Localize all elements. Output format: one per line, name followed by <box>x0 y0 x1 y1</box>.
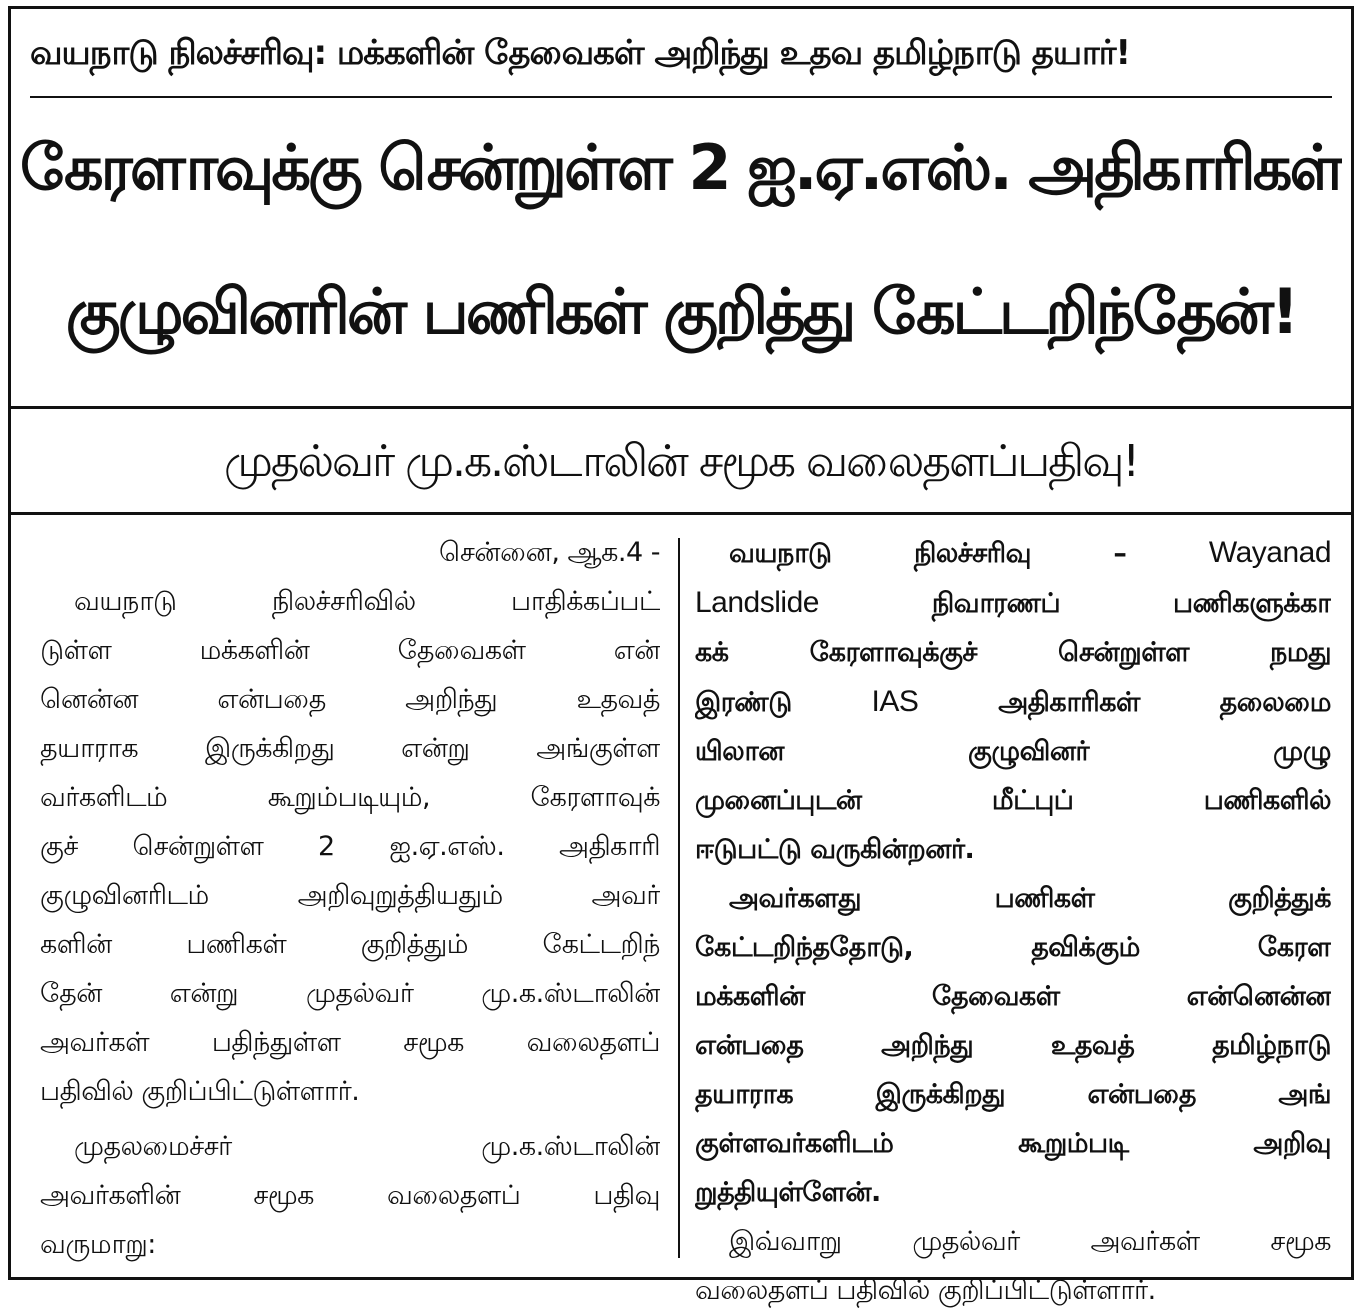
text-line: முனைப்புடன் மீட்புப் பணிகளில் <box>695 785 1331 816</box>
main-headline-line-2: குழுவினரின் பணிகள் குறித்து கேட்டறிந்தேன்! <box>65 275 1297 348</box>
text-line: தேன் என்று முதல்வர் மு.க.ஸ்டாலின் <box>40 978 660 1009</box>
text-fragment: அதிகாரிகள் தலைமை <box>998 687 1331 718</box>
english-fragment: Wayanad <box>1208 536 1331 569</box>
text-line: அவர்கள் பதிந்துள்ள சமூக வலைதளப் <box>40 1027 660 1058</box>
text-fragment: இரண்டு <box>695 687 792 718</box>
left-paragraph-2 <box>40 1122 660 1269</box>
english-fragment: IAS <box>871 685 919 718</box>
right-paragraph-3 <box>695 1217 1331 1315</box>
subheadline-divider <box>8 512 1354 515</box>
text-line: யிலான குழுவினர் முழு <box>695 736 1331 767</box>
text-line: தயாராக இருக்கிறது என்று அங்குள்ள <box>40 733 660 764</box>
text-line <box>695 528 1331 578</box>
text-line <box>695 578 1331 628</box>
text-line: தயாராக இருக்கிறது என்பதை அங் <box>695 1079 1331 1110</box>
text-line: களின் பணிகள் குறித்தும் கேட்டறிந் <box>40 929 660 960</box>
headline-divider <box>8 406 1354 409</box>
right-paragraph-1 <box>695 528 1331 874</box>
column-divider <box>678 538 680 1258</box>
text-line: கேட்டறிந்ததோடு, தவிக்கும் கேரள <box>695 932 1331 963</box>
text-line: வருமாறு: <box>40 1229 156 1260</box>
left-paragraph-1 <box>40 577 660 1116</box>
text-line: வலைதளப் பதிவில் குறிப்பிட்டுள்ளார். <box>695 1275 1156 1306</box>
text-line: பதிவில் குறிப்பிட்டுள்ளார். <box>40 1076 360 1107</box>
text-line: அவர்களது பணிகள் குறித்துக் <box>729 883 1331 914</box>
text-line: டுள்ள மக்களின் தேவைகள் என் <box>40 635 660 666</box>
text-line: முதலமைச்சர் மு.க.ஸ்டாலின் <box>74 1131 660 1162</box>
text-line: இவ்வாறு முதல்வர் அவர்கள் சமூக <box>729 1226 1331 1257</box>
text-line: குள்ளவர்களிடம் கூறும்படி அறிவு <box>695 1128 1331 1159</box>
text-line: வர்களிடம் கூறும்படியும், கேரளாவுக் <box>40 782 660 813</box>
text-line: வயநாடு நிலச்சரிவில் பாதிக்கப்பட் <box>74 586 660 617</box>
sub-headline: முதல்வர் மு.க.ஸ்டாலின் சமூக வலைதளப்பதிவு! <box>224 436 1138 487</box>
kicker-underline <box>30 96 1332 98</box>
text-fragment: வயநாடு நிலச்சரிவு – <box>729 538 1127 569</box>
text-line <box>695 677 1331 727</box>
text-line: ஈடுபட்டு வருகின்றனர். <box>695 834 975 865</box>
text-line: அவர்களின் சமூக வலைதளப் பதிவு <box>40 1180 660 1211</box>
text-line: கக் கேரளாவுக்குச் சென்றுள்ள நமது <box>695 637 1331 668</box>
text-line: குழுவினரிடம் அறிவுறுத்தியதும் அவர் <box>40 880 660 911</box>
dateline: சென்னை, ஆக.4 - <box>438 537 660 568</box>
text-line: என்பதை அறிந்து உதவத் தமிழ்நாடு <box>695 1030 1331 1061</box>
text-fragment: நிவாரணப் பணிகளுக்கா <box>931 588 1331 619</box>
article-left-column <box>40 528 660 1269</box>
main-headline-line-1: கேரளாவுக்கு சென்றுள்ள 2 ஐ.ஏ.எஸ். அதிகாரிகள் <box>20 131 1342 204</box>
text-line: குச் சென்றுள்ள 2 ஐ.ஏ.எஸ். அதிகாரி <box>40 831 660 862</box>
right-paragraph-2 <box>695 874 1331 1217</box>
english-fragment: Landslide <box>695 586 819 619</box>
kicker-headline: வயநாடு நிலச்சரிவு: மக்களின் தேவைகள் அறிந்து உதவ தமிழ்நாடு தயார்! <box>30 33 1131 73</box>
text-line: னென்ன என்பதை அறிந்து உதவத் <box>40 684 660 715</box>
article-right-column <box>695 528 1331 1315</box>
text-line: மக்களின் தேவைகள் என்னென்ன <box>695 981 1331 1012</box>
text-line: றுத்தியுள்ளேன். <box>695 1177 881 1208</box>
